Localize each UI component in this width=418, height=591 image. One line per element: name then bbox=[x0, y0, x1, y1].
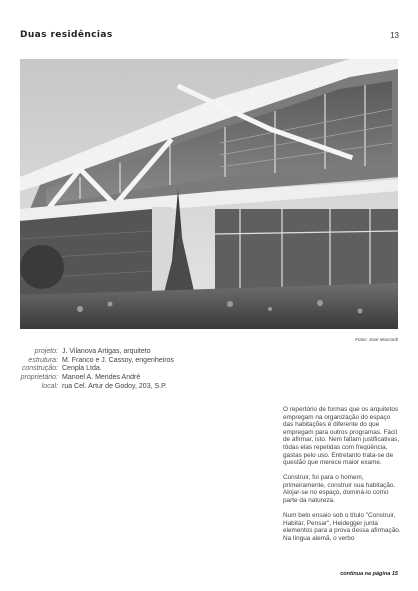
article-body bbox=[283, 406, 401, 550]
credits-label: estrutura: bbox=[28, 356, 58, 364]
credits-label: construção: bbox=[21, 365, 58, 373]
credits-label: projeto: bbox=[34, 348, 58, 355]
continue-link[interactable]: continua na página 15 bbox=[340, 571, 398, 577]
credits-row bbox=[20, 348, 300, 357]
credits-value: J. Vilanova Artigas, arquiteto bbox=[62, 348, 151, 355]
credits-label: local: bbox=[41, 382, 58, 390]
page-number: 13 bbox=[390, 31, 399, 40]
credits-row bbox=[20, 374, 300, 383]
credits-label: proprietário: bbox=[20, 374, 58, 382]
credits-value: Cenpla Ltda. bbox=[62, 365, 102, 373]
project-credits bbox=[20, 348, 300, 392]
credits-row bbox=[20, 365, 300, 374]
article-paragraph: Num belo ensaio sob o título "Construir, Habitar, Pensar", Heidegger junta elementos para a prova dessa afirmação. Na língua alemã, o verbo bbox=[283, 512, 401, 542]
credits-row bbox=[20, 357, 300, 366]
article-paragraph: Construir, foi para o homem, primeiramente, construir sua habitação. Alojar-se no espaço, dominá-lo como parte da natureza. bbox=[283, 474, 396, 505]
article-paragraph: O repertório de formas que os arquitetos empregam na organização do espaço das habitações é diferente do que empregam para outros programas. Fácil de afirmar, isto. Nem faltam justificativas, tôdas elas repetidas com freqüência, gastas pelo uso. Entretanto trata-se de questão que merece maior exame. bbox=[283, 406, 400, 467]
credits-value: Manoel A. Mendes André bbox=[62, 374, 141, 382]
credits-row bbox=[20, 383, 300, 392]
credits-value: M. Franco e J. Cassoy, engenheiros bbox=[62, 356, 174, 364]
page-title: Duas residências bbox=[20, 30, 113, 40]
photo-credit: Fotos: José Moscardi bbox=[355, 337, 398, 342]
credits-value: rua Cel. Artur de Godoy, 203, S.P. bbox=[62, 382, 167, 390]
house-photo bbox=[20, 59, 398, 329]
